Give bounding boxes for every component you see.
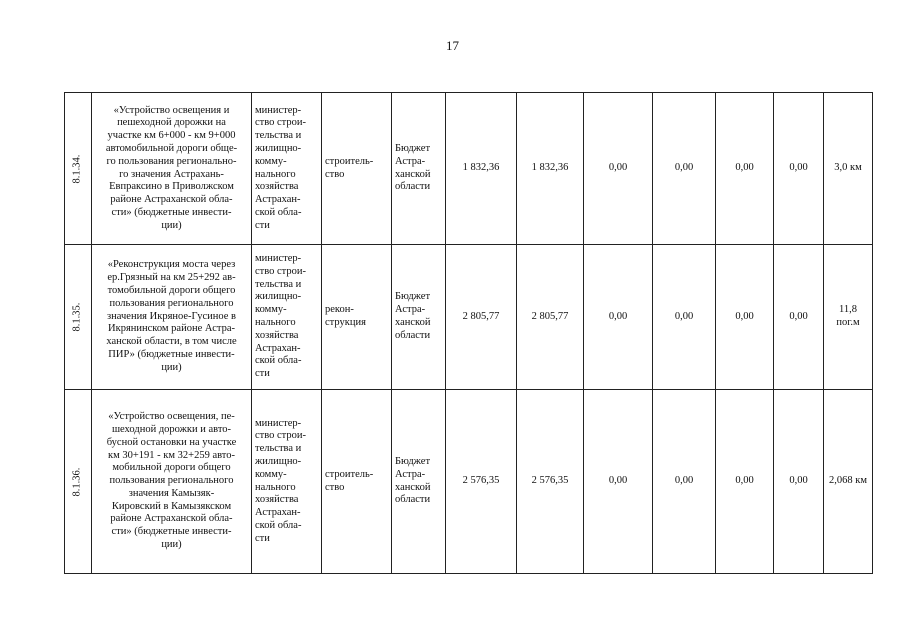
work-type-cell: строитель- ство <box>322 93 392 245</box>
budget-table <box>64 92 873 574</box>
value-cell: 1 832,36 <box>446 93 517 245</box>
value-cell: 2 805,77 <box>517 245 584 390</box>
result-cell: 11,8 пог.м <box>824 245 873 390</box>
project-name-cell: «Устройство освещения, пе- шеходной дорожки и авто- бусной остановки на участке км 30+191 - км 32+259 авто- мобильной дороги общего пользования регионального значения Камызяк- Кировский в Камызякском районе Астраханской обла- сти» (бюджетные инвести- ции) <box>92 390 252 574</box>
value-cell: 0,00 <box>584 390 653 574</box>
row-number: 8.1.35. <box>71 302 83 332</box>
value-cell: 0,00 <box>774 245 824 390</box>
work-type-cell: рекон- струкция <box>322 245 392 390</box>
funding-source-cell: Бюджет Астра- ханской области <box>392 390 446 574</box>
row-number-cell <box>65 390 92 574</box>
value-cell: 0,00 <box>774 390 824 574</box>
result-cell: 3,0 км <box>824 93 873 245</box>
value-cell: 2 576,35 <box>446 390 517 574</box>
row-number-cell <box>65 93 92 245</box>
value-cell: 0,00 <box>584 245 653 390</box>
table-row <box>65 93 873 245</box>
value-cell: 1 832,36 <box>517 93 584 245</box>
value-cell: 0,00 <box>716 390 774 574</box>
funding-source-cell: Бюджет Астра- ханской области <box>392 93 446 245</box>
row-number-cell <box>65 245 92 390</box>
page-number: 17 <box>446 38 459 53</box>
responsible-cell: министер- ство строи- тельства и жилищно- комму- нального хозяйства Астрахан- ской обла- сти <box>252 390 322 574</box>
value-cell: 0,00 <box>653 93 716 245</box>
project-name-cell: «Устройство освещения и пешеходной дорожки на участке км 6+000 - км 9+000 автомобильной дороги обще- го пользования регионально- го значения Астрахань- Евпраксино в Приволжском районе Астраханской обла- сти» (бюджетные инвести- ции) <box>92 93 252 245</box>
table-row <box>65 390 873 574</box>
value-cell: 0,00 <box>653 390 716 574</box>
value-cell: 0,00 <box>653 245 716 390</box>
responsible-cell: министер- ство строи- тельства и жилищно- комму- нального хозяйства Астрахан- ской обла- сти <box>252 245 322 390</box>
value-cell: 0,00 <box>716 93 774 245</box>
row-number: 8.1.36. <box>71 467 83 496</box>
work-type-cell: строитель- ство <box>322 390 392 574</box>
table-row <box>65 245 873 390</box>
funding-source-cell: Бюджет Астра- ханской области <box>392 245 446 390</box>
value-cell: 0,00 <box>584 93 653 245</box>
value-cell: 0,00 <box>774 93 824 245</box>
value-cell: 0,00 <box>716 245 774 390</box>
project-name-cell: «Реконструкция моста через ер.Грязный на км 25+292 ав- томобильной дороги общего пользования регионального значения Икряное-Гусиное в Икрянинском районе Астра- ханской области, в том числе ПИР» (бюджетные инвести- ции) <box>92 245 252 390</box>
value-cell: 2 576,35 <box>517 390 584 574</box>
result-cell: 2,068 км <box>824 390 873 574</box>
responsible-cell: министер- ство строи- тельства и жилищно- комму- нального хозяйства Астрахан- ской обла- сти <box>252 93 322 245</box>
value-cell: 2 805,77 <box>446 245 517 390</box>
row-number: 8.1.34. <box>71 154 83 183</box>
